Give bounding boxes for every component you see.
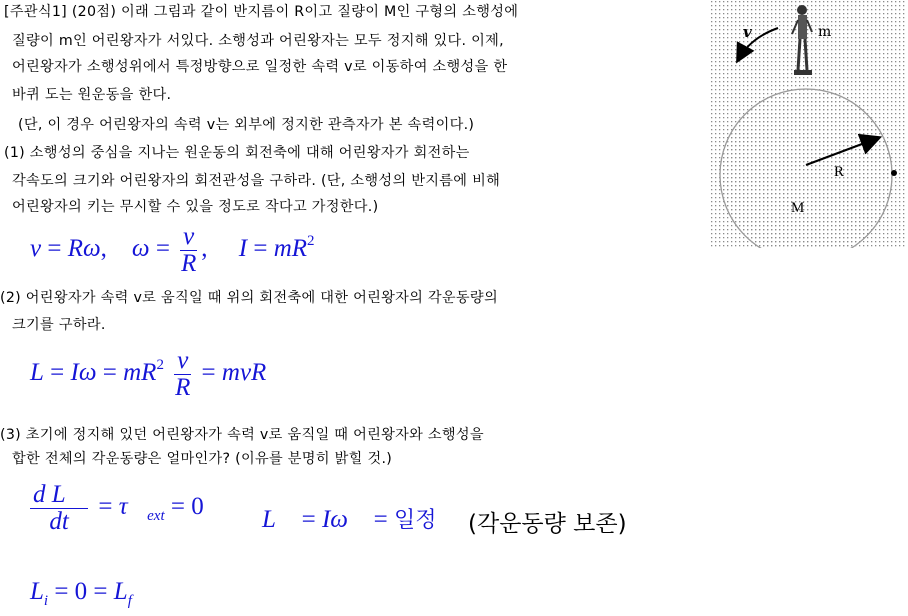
- conservation-note: (각운동량 보존): [468, 511, 627, 537]
- q2-line-1: (2) 어린왕자가 속력 v로 움직일 때 위의 회전축에 대한 어린왕자의 각운동량의: [0, 290, 498, 306]
- problem-header: [주관식1] (20점) 이래 그림과 같이 반지름이 R이고 질량이 M인 구형의 소행성에: [4, 4, 519, 20]
- q3-torque-equation: $\frac{\text{d L⃗}}{dt}$ = $\tau⃗_{ext} = 0$: [26, 482, 204, 535]
- asteroid-circle: [720, 89, 892, 248]
- q1-line-2: 각속도의 크기와 어린왕자의 회전관성을 구하라. (단, 소행성의 반지름에 비해: [12, 173, 501, 189]
- q1-answer-equation: v = Rω, ω = $\frac{v}{R}$ , $I = mR^2$: [30, 223, 315, 277]
- q3-final-equation: $L_i = 0 = L_f$: [30, 578, 132, 609]
- problem-line-2: 질량이 m인 어린왕자가 서있다. 소행성과 어린왕자는 모두 정지해 있다. 이제,: [12, 33, 504, 49]
- q1-line-1: (1) 소행성의 중심을 지나는 원운동의 회전축에 대해 어린왕자가 회전하는: [4, 145, 470, 161]
- q3-line-2: 합한 전체의 각운동량은 얼마인가? (이유를 분명히 밝힐 것.): [12, 451, 393, 467]
- q2-answer-equation: $L = I\omega = mR^2$ $\frac{v}{R}$ = mvR: [30, 347, 267, 401]
- problem-note: (단, 이 경우 어린왕자의 속력 v는 외부에 정지한 관측자가 본 속력이다.): [18, 117, 475, 133]
- q2-line-2: 크기를 구하라.: [12, 317, 106, 333]
- q3-line-1: (3) 초기에 정지해 있던 어린왕자가 속력 v로 움직일 때 어린왕자와 소행성을: [0, 427, 484, 443]
- label-v: v: [743, 23, 752, 41]
- center-dot: [891, 170, 897, 176]
- q1-line-3: 어린왕자의 키는 무시할 수 있을 정도로 작다고 가정한다.): [12, 199, 379, 215]
- asteroid-figure: [710, 0, 906, 248]
- q3-constant-equation: L⃗ = Iω⃗ = 일정: [262, 506, 437, 533]
- constant-word: 일정: [394, 508, 437, 533]
- problem-line-3: 어린왕자가 소행성위에서 특정방향으로 일정한 속력 v로 이동하여 소행성을 한: [12, 59, 508, 75]
- label-M: M: [791, 200, 805, 216]
- problem-line-4: 바퀴 도는 원운동을 한다.: [12, 87, 172, 103]
- label-R: R: [834, 164, 845, 180]
- label-m: m: [818, 24, 832, 40]
